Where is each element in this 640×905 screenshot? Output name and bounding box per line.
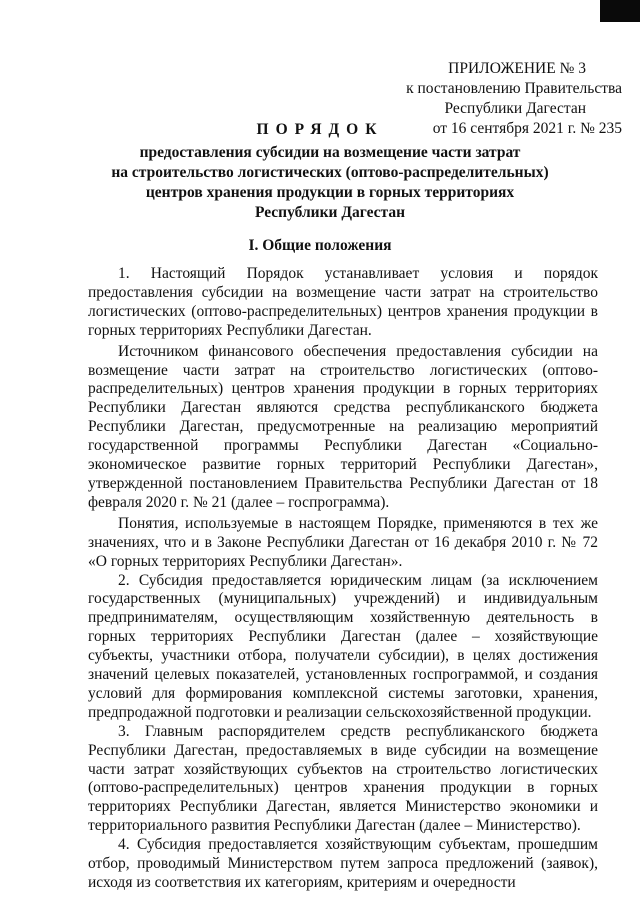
subtitle-line: центров хранения продукции в горных территориях [145,184,515,201]
appendix-reference: к постановлению Правительства [406,80,622,97]
subtitle-line: предоставления субсидии на возмещение части затрат [139,144,521,161]
appendix-number: ПРИЛОЖЕНИЕ № 3 [448,60,586,77]
paragraph: Понятия, используемые в настоящем Порядке, применяются в тех же значениях, что и в Законе Республики Дагестан от 16 декабря 2010 г. № 72 «О горных территориях Республики Дагестан». [88,514,598,570]
appendix-date: от 16 сентября 2021 г. № 235 [432,120,622,137]
document-title: ПОРЯДОК [256,121,384,138]
subtitle-line: на строительство логистических (оптово-распределительных) [111,164,549,181]
paragraph: Источником финансового обеспечения предоставления субсидии на возмещение части затрат на строительство логистических (оптово-распределительных) центров хранения продукции в горных территориях Республики Дагестан являются средства республиканского бюджета Республики Дагестан, предусмотренные на реализацию мероприятий государственной программы Республики Дагестан «Социально-экономическое развитие горных территорий Республики Дагестан», утвержденной постановлением Правительства Республики Дагестан от 18 февраля 2020 г. № 21 (далее – госпрограмма). [88,342,598,511]
corner-scan-mark [600,0,640,22]
appendix-region: Республики Дагестан [444,100,586,117]
document-body [88,265,598,893]
paragraph: 4. Субсидия предоставляется хозяйствующим субъектам, прошедшим отбор, проводимый Министерством путем запроса предложений (заявок), исходя из соответствия их категориям, критериям и очередности [88,836,598,891]
paragraph: 1. Настоящий Порядок устанавливает условия и порядок предоставления субсидии на возмещение части затрат на строительство логистических (оптово-распределительных) центров хранения продукции в горных территориях Республики Дагестан. [88,265,598,339]
paragraph: 2. Субсидия предоставляется юридическим лицам (за исключением государственных (муниципальных) учреждений) и индивидуальным предпринимателям, осуществляющим хозяйственную деятельность в горных территориях Республики Дагестан (далее – хозяйствующие субъекты, участники отбора, получатели субсидии), в целях достижения значений целевых показателей, установленных госпрограммой, и создания условий для формирования комплексной системы заготовки, хранения, предпродажной подготовки и реализации сельскохозяйственной продукции. [88,571,598,721]
subtitle-line: Республики Дагестан [254,204,406,221]
document-subtitle [60,143,600,223]
paragraph: 3. Главным распорядителем средств республиканского бюджета Республики Дагестан, предоставляемых в виде субсидии на возмещение части затрат хозяйствующих субъектов на строительство логистических (оптово-распределительных) центров хранения продукции в горных территориях Республики Дагестан, является Министерство экономики и территориального развития Республики Дагестан (далее – Министерство). [88,722,598,835]
section-heading: I. Общие положения [248,237,392,254]
